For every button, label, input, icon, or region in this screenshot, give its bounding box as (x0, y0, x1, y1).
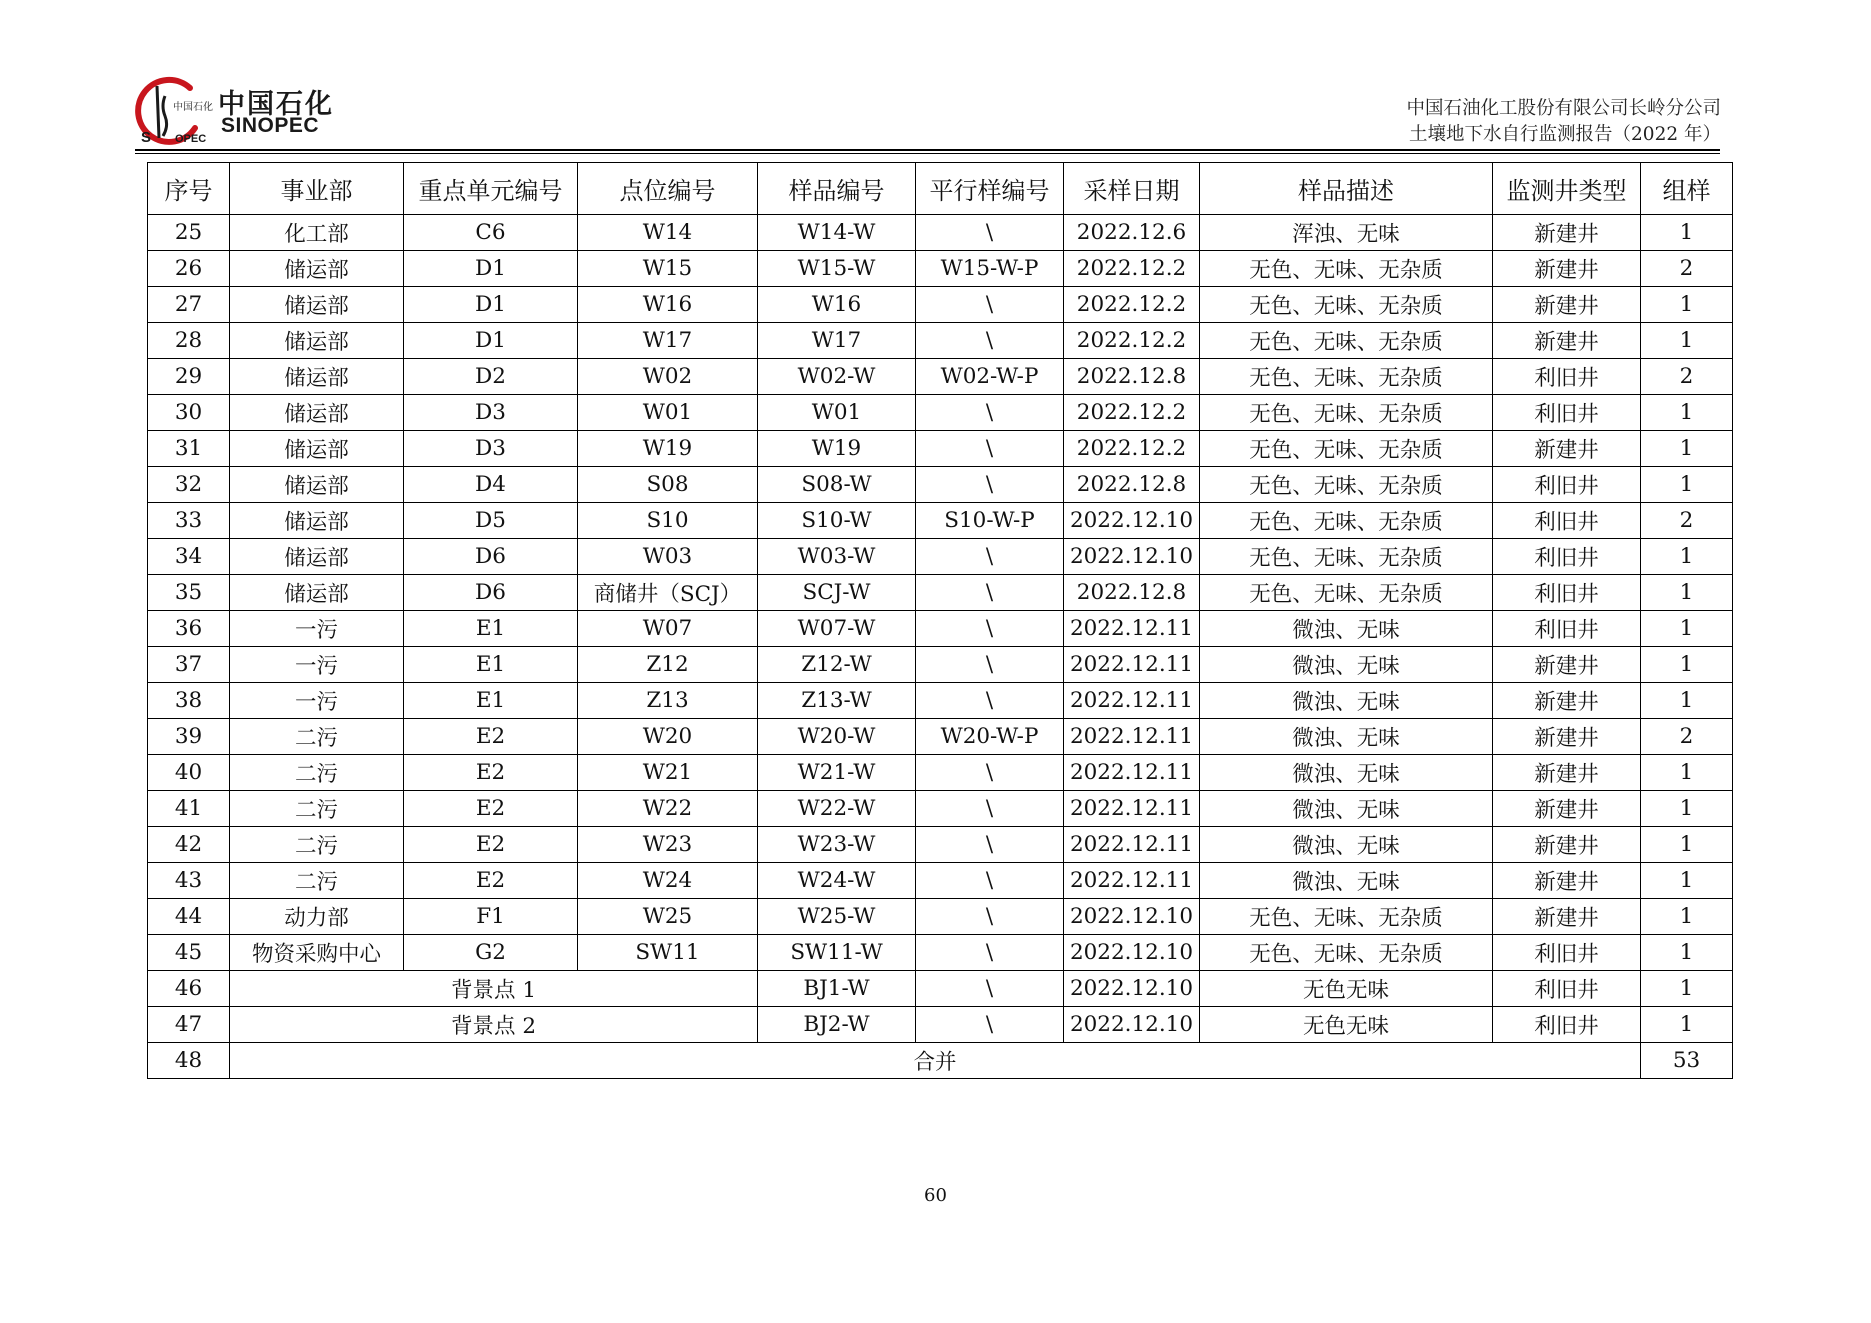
table-cell: W03 (578, 539, 758, 575)
logo-text-en: SINOPEC (221, 114, 320, 137)
table-cell: 1 (1641, 827, 1733, 863)
table-cell: 28 (148, 323, 230, 359)
table-cell: 43 (148, 863, 230, 899)
table-cell: 2 (1641, 251, 1733, 287)
table-cell: 33 (148, 503, 230, 539)
table-cell: 无色、无味、无杂质 (1200, 467, 1493, 503)
table-cell: W22-W (758, 791, 916, 827)
table-cell: 2022.12.2 (1064, 323, 1200, 359)
table-cell: 2022.12.11 (1064, 647, 1200, 683)
table-cell: 1 (1641, 1007, 1733, 1043)
table-cell: 39 (148, 719, 230, 755)
table-cell: 二污 (230, 755, 404, 791)
table-cell: 2022.12.6 (1064, 215, 1200, 251)
table-cell: 动力部 (230, 899, 404, 935)
table-cell: 利旧井 (1493, 1007, 1641, 1043)
table-cell: 新建井 (1493, 683, 1641, 719)
table-cell: W14-W (758, 215, 916, 251)
table-cell: W24 (578, 863, 758, 899)
table-cell: Z13-W (758, 683, 916, 719)
table-cell: E1 (404, 647, 578, 683)
table-cell: 储运部 (230, 539, 404, 575)
table-cell: \ (916, 575, 1064, 611)
table-cell: W15-W (758, 251, 916, 287)
table-cell: W22 (578, 791, 758, 827)
table-cell: 微浊、无味 (1200, 827, 1493, 863)
header-divider (135, 149, 1720, 151)
table-row (148, 359, 1733, 395)
table-cell: 化工部 (230, 215, 404, 251)
table-cell: 微浊、无味 (1200, 683, 1493, 719)
table-cell: 微浊、无味 (1200, 791, 1493, 827)
logo-text-cn: 中国石化 (218, 89, 334, 120)
column-header: 监测井类型 (1493, 163, 1641, 215)
table-cell: 47 (148, 1007, 230, 1043)
table-cell: 53 (1641, 1043, 1733, 1079)
table-cell: 2022.12.10 (1064, 971, 1200, 1007)
table-cell: 44 (148, 899, 230, 935)
table-cell: 储运部 (230, 467, 404, 503)
report-header (1406, 96, 1721, 148)
table-cell: W24-W (758, 863, 916, 899)
table-cell: \ (916, 1007, 1064, 1043)
table-cell: \ (916, 215, 1064, 251)
svg-text:S: S (141, 129, 152, 146)
table-cell: D3 (404, 431, 578, 467)
table-row (148, 431, 1733, 467)
table-cell: 1 (1641, 863, 1733, 899)
table-cell: 2022.12.11 (1064, 791, 1200, 827)
sinopec-logo (135, 76, 335, 146)
table-row (148, 647, 1733, 683)
table-cell: 1 (1641, 575, 1733, 611)
table-cell: W23 (578, 827, 758, 863)
table-cell: W02-W (758, 359, 916, 395)
table-cell: 微浊、无味 (1200, 863, 1493, 899)
table-cell: Z13 (578, 683, 758, 719)
table-row-total (148, 1043, 1733, 1079)
table-cell: 1 (1641, 323, 1733, 359)
table-row (148, 827, 1733, 863)
table-cell: 2022.12.11 (1064, 755, 1200, 791)
table-cell: D1 (404, 323, 578, 359)
table-cell: E2 (404, 719, 578, 755)
table-cell: 利旧井 (1493, 467, 1641, 503)
table-cell: 1 (1641, 467, 1733, 503)
table-cell: 储运部 (230, 431, 404, 467)
table-cell: 二污 (230, 791, 404, 827)
table-cell: 利旧井 (1493, 503, 1641, 539)
table-cell: W19 (758, 431, 916, 467)
table-cell: 无色、无味、无杂质 (1200, 251, 1493, 287)
table-cell: 新建井 (1493, 647, 1641, 683)
table-cell: 2 (1641, 359, 1733, 395)
table-cell: 37 (148, 647, 230, 683)
table-cell: W16 (578, 287, 758, 323)
table-cell: 26 (148, 251, 230, 287)
table-cell: D6 (404, 539, 578, 575)
table-cell: \ (916, 683, 1064, 719)
table-cell: 2022.12.11 (1064, 863, 1200, 899)
table-cell: D4 (404, 467, 578, 503)
table-cell: 微浊、无味 (1200, 647, 1493, 683)
table-cell: 38 (148, 683, 230, 719)
table-cell: W01 (578, 395, 758, 431)
table-cell: 物资采购中心 (230, 935, 404, 971)
table-cell: 无色、无味、无杂质 (1200, 899, 1493, 935)
table-cell: 利旧井 (1493, 359, 1641, 395)
table-cell: W15-W-P (916, 251, 1064, 287)
table-cell: W07 (578, 611, 758, 647)
table-cell: E2 (404, 827, 578, 863)
table-cell: \ (916, 287, 1064, 323)
column-header: 点位编号 (578, 163, 758, 215)
table-row (148, 467, 1733, 503)
table-cell: 35 (148, 575, 230, 611)
table-cell: D5 (404, 503, 578, 539)
table-cell: W21-W (758, 755, 916, 791)
table-cell: 合并 (230, 1043, 1641, 1079)
table-cell: W20-W (758, 719, 916, 755)
table-cell: \ (916, 827, 1064, 863)
table-cell: Z12-W (758, 647, 916, 683)
table-cell: 二污 (230, 863, 404, 899)
column-header: 重点单元编号 (404, 163, 578, 215)
table-cell: SW11-W (758, 935, 916, 971)
table-row (148, 323, 1733, 359)
table-cell: 二污 (230, 719, 404, 755)
table-cell: 34 (148, 539, 230, 575)
table-row (148, 683, 1733, 719)
table-cell: 微浊、无味 (1200, 719, 1493, 755)
table-cell: 无色、无味、无杂质 (1200, 575, 1493, 611)
table-cell: 1 (1641, 683, 1733, 719)
table-cell: S08 (578, 467, 758, 503)
table-cell: 无色、无味、无杂质 (1200, 935, 1493, 971)
table-cell: 1 (1641, 539, 1733, 575)
table-cell: C6 (404, 215, 578, 251)
header-divider-thin (135, 153, 1720, 154)
table-cell: 2022.12.10 (1064, 539, 1200, 575)
table-cell: W15 (578, 251, 758, 287)
table-cell: 浑浊、无味 (1200, 215, 1493, 251)
table-cell: 2022.12.11 (1064, 719, 1200, 755)
table-cell: W25-W (758, 899, 916, 935)
table-cell: 新建井 (1493, 251, 1641, 287)
table-cell: \ (916, 971, 1064, 1007)
table-cell: 1 (1641, 755, 1733, 791)
table-row (148, 215, 1733, 251)
table-cell: 储运部 (230, 323, 404, 359)
table-cell: 29 (148, 359, 230, 395)
table-cell: D6 (404, 575, 578, 611)
table-cell: 45 (148, 935, 230, 971)
table-cell: W14 (578, 215, 758, 251)
table-cell: 2022.12.8 (1064, 575, 1200, 611)
table-header-row (148, 163, 1733, 215)
table-cell: 微浊、无味 (1200, 611, 1493, 647)
table-cell: 41 (148, 791, 230, 827)
table-cell: 36 (148, 611, 230, 647)
column-header: 采样日期 (1064, 163, 1200, 215)
table-row (148, 863, 1733, 899)
table-cell: \ (916, 539, 1064, 575)
table-cell: Z12 (578, 647, 758, 683)
table-cell: \ (916, 899, 1064, 935)
table-cell: 新建井 (1493, 215, 1641, 251)
table-cell: 1 (1641, 647, 1733, 683)
table-row (148, 755, 1733, 791)
table-cell: 无色、无味、无杂质 (1200, 431, 1493, 467)
table-cell: W19 (578, 431, 758, 467)
table-cell: 无色、无味、无杂质 (1200, 395, 1493, 431)
table-cell: 无色、无味、无杂质 (1200, 539, 1493, 575)
table-row (148, 395, 1733, 431)
table-row-background (148, 1007, 1733, 1043)
table-row (148, 575, 1733, 611)
table-cell: SCJ-W (758, 575, 916, 611)
table-cell: 无色、无味、无杂质 (1200, 323, 1493, 359)
table-cell: 利旧井 (1493, 575, 1641, 611)
table-cell: 2 (1641, 503, 1733, 539)
table-cell: 40 (148, 755, 230, 791)
table-cell: 新建井 (1493, 323, 1641, 359)
table-cell: 新建井 (1493, 431, 1641, 467)
table-cell: 新建井 (1493, 755, 1641, 791)
table-cell: 1 (1641, 935, 1733, 971)
table-cell: W16 (758, 287, 916, 323)
table-cell: 2022.12.11 (1064, 827, 1200, 863)
table-cell: 一污 (230, 647, 404, 683)
table-cell: W02 (578, 359, 758, 395)
sinopec-logo-icon (135, 76, 213, 146)
table-cell: 1 (1641, 611, 1733, 647)
table-cell: 新建井 (1493, 791, 1641, 827)
table-cell: W23-W (758, 827, 916, 863)
svg-text:中国石化: 中国石化 (173, 102, 213, 113)
table-row (148, 935, 1733, 971)
table-cell: W21 (578, 755, 758, 791)
table-cell: W03-W (758, 539, 916, 575)
table-cell: 1 (1641, 215, 1733, 251)
table-cell: 无色、无味、无杂质 (1200, 287, 1493, 323)
table-row (148, 899, 1733, 935)
table-cell: S10-W-P (916, 503, 1064, 539)
table-cell: 2022.12.10 (1064, 1007, 1200, 1043)
table-cell: 2022.12.10 (1064, 935, 1200, 971)
table-cell: 利旧井 (1493, 539, 1641, 575)
table-cell: BJ2-W (758, 1007, 916, 1043)
table-cell: W20-W-P (916, 719, 1064, 755)
table-cell: 无色无味 (1200, 1007, 1493, 1043)
monitoring-table (147, 162, 1733, 1079)
table-cell: E1 (404, 683, 578, 719)
table-cell: 32 (148, 467, 230, 503)
table-cell: W17 (578, 323, 758, 359)
table-cell: \ (916, 323, 1064, 359)
table-cell: S08-W (758, 467, 916, 503)
table-cell: 新建井 (1493, 899, 1641, 935)
table-cell: 2022.12.2 (1064, 287, 1200, 323)
report-title: 土壤地下水自行监测报告（2022 年） (1409, 124, 1721, 145)
table-cell: 1 (1641, 971, 1733, 1007)
table-cell: 2022.12.10 (1064, 503, 1200, 539)
table-cell: BJ1-W (758, 971, 916, 1007)
table-cell: 1 (1641, 395, 1733, 431)
company-name: 中国石油化工股份有限公司长岭分公司 (1406, 98, 1721, 119)
table-cell: 储运部 (230, 575, 404, 611)
table-cell: 利旧井 (1493, 611, 1641, 647)
column-header: 样品描述 (1200, 163, 1493, 215)
table-cell: SW11 (578, 935, 758, 971)
table-cell: 二污 (230, 827, 404, 863)
table-cell: 2022.12.8 (1064, 467, 1200, 503)
table-cell: 27 (148, 287, 230, 323)
table-cell: 30 (148, 395, 230, 431)
table-row (148, 287, 1733, 323)
table-cell: \ (916, 431, 1064, 467)
column-header: 序号 (148, 163, 230, 215)
table-cell: S10 (578, 503, 758, 539)
table-cell: 无色、无味、无杂质 (1200, 503, 1493, 539)
table-cell: 储运部 (230, 395, 404, 431)
table-cell: 背景点 2 (230, 1007, 758, 1043)
table-row (148, 611, 1733, 647)
table-body (148, 215, 1733, 1079)
table-cell: E2 (404, 755, 578, 791)
column-header: 平行样编号 (916, 163, 1064, 215)
table-cell: 2022.12.11 (1064, 683, 1200, 719)
table-cell: \ (916, 611, 1064, 647)
table-cell: 储运部 (230, 503, 404, 539)
table-cell: W25 (578, 899, 758, 935)
table-cell: 2022.12.10 (1064, 899, 1200, 935)
table-cell: 储运部 (230, 287, 404, 323)
table-cell: \ (916, 647, 1064, 683)
table-cell: 25 (148, 215, 230, 251)
table-row (148, 251, 1733, 287)
table-cell: 2022.12.2 (1064, 431, 1200, 467)
table-cell: W01 (758, 395, 916, 431)
table-cell: 2022.12.2 (1064, 251, 1200, 287)
table-cell: 利旧井 (1493, 395, 1641, 431)
table-cell: \ (916, 467, 1064, 503)
table-cell: D1 (404, 251, 578, 287)
svg-text:OPEC: OPEC (175, 133, 207, 145)
table-cell: 新建井 (1493, 827, 1641, 863)
table-cell: 无色、无味、无杂质 (1200, 359, 1493, 395)
table-cell: E2 (404, 863, 578, 899)
table-row (148, 719, 1733, 755)
table-row (148, 539, 1733, 575)
table-cell: \ (916, 755, 1064, 791)
table-cell: W17 (758, 323, 916, 359)
table-cell: W02-W-P (916, 359, 1064, 395)
table-cell: W20 (578, 719, 758, 755)
table-cell: 储运部 (230, 251, 404, 287)
table-cell: 微浊、无味 (1200, 755, 1493, 791)
table-cell: G2 (404, 935, 578, 971)
table-cell: D1 (404, 287, 578, 323)
table-cell: 2022.12.11 (1064, 611, 1200, 647)
table-cell: 储运部 (230, 359, 404, 395)
table-cell: \ (916, 395, 1064, 431)
table-cell: S10-W (758, 503, 916, 539)
column-header: 事业部 (230, 163, 404, 215)
table-cell: W07-W (758, 611, 916, 647)
table-cell: 42 (148, 827, 230, 863)
table-cell: 新建井 (1493, 287, 1641, 323)
table-cell: 46 (148, 971, 230, 1007)
table-cell: 无色无味 (1200, 971, 1493, 1007)
table-cell: 背景点 1 (230, 971, 758, 1007)
table-cell: 利旧井 (1493, 935, 1641, 971)
table-row-background (148, 971, 1733, 1007)
table-cell: 利旧井 (1493, 971, 1641, 1007)
table-cell: E2 (404, 791, 578, 827)
table-cell: 2 (1641, 719, 1733, 755)
table-cell: 一污 (230, 683, 404, 719)
table-cell: 商储井（SCJ） (578, 575, 758, 611)
table-cell: 1 (1641, 287, 1733, 323)
table-cell: 新建井 (1493, 719, 1641, 755)
table-cell: 1 (1641, 899, 1733, 935)
column-header: 组样 (1641, 163, 1733, 215)
table-cell: \ (916, 935, 1064, 971)
table-cell: F1 (404, 899, 578, 935)
page-number: 60 (924, 1185, 947, 1206)
table-row (148, 503, 1733, 539)
table-cell: 2022.12.8 (1064, 359, 1200, 395)
table-cell: \ (916, 863, 1064, 899)
table-cell: 31 (148, 431, 230, 467)
table-row (148, 791, 1733, 827)
table-cell: D3 (404, 395, 578, 431)
table-cell: 1 (1641, 431, 1733, 467)
table-cell: 一污 (230, 611, 404, 647)
table-cell: 48 (148, 1043, 230, 1079)
table-cell: 新建井 (1493, 863, 1641, 899)
table-cell: 2022.12.2 (1064, 395, 1200, 431)
table-cell: E1 (404, 611, 578, 647)
table-cell: \ (916, 791, 1064, 827)
table-cell: 1 (1641, 791, 1733, 827)
table-cell: D2 (404, 359, 578, 395)
column-header: 样品编号 (758, 163, 916, 215)
